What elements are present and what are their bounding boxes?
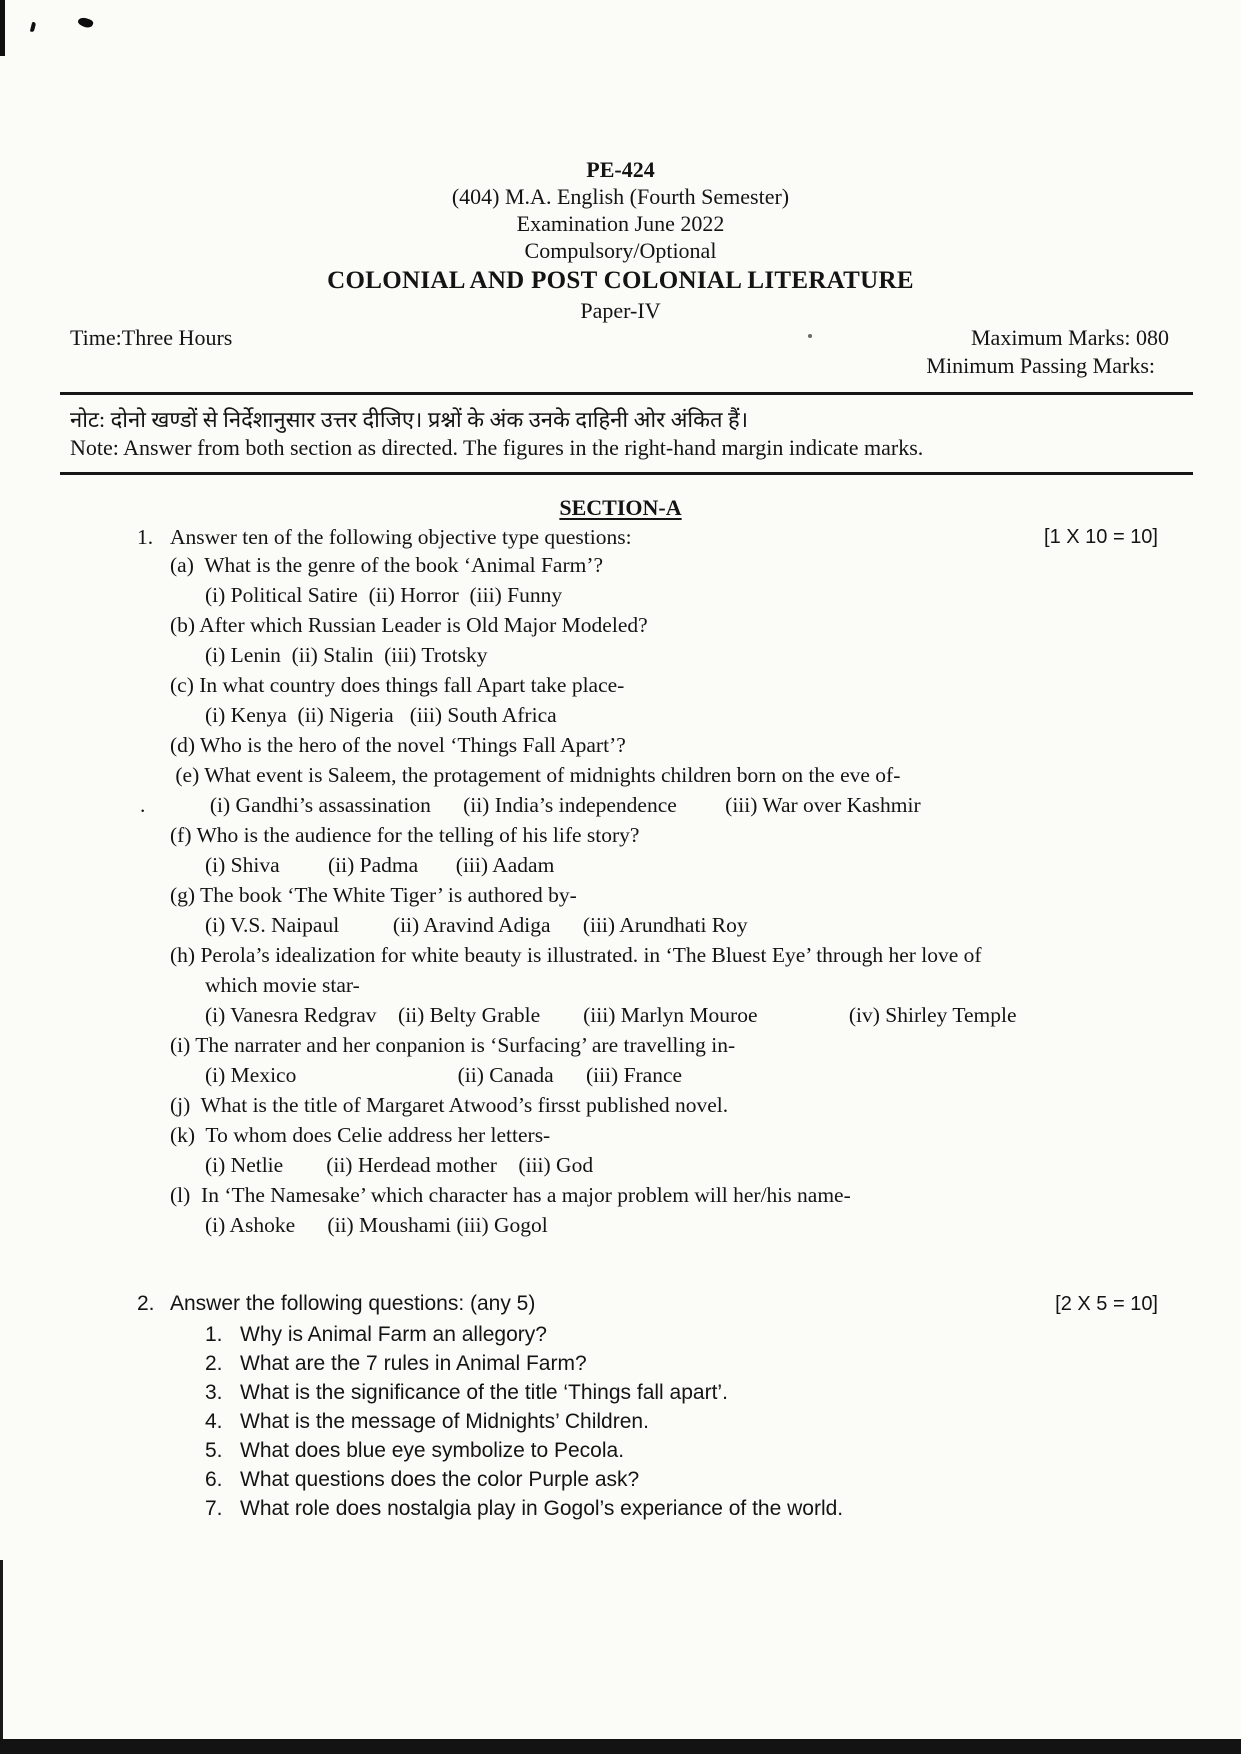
section-a-heading: SECTION-A [559,495,682,520]
ink-mark-comma [30,22,36,33]
time-allowed: Time:Three Hours [70,325,233,350]
question-2-items [137,1320,1158,1523]
q1-i-options: (i) Mexico (ii) Canada (iii) France [205,1063,683,1087]
horizontal-rule-top [60,392,1193,395]
course-line: (404) M.A. English (Fourth Semester) [451,184,790,209]
q1-b: (b) After which Russian Leader is Old Major Modeled? [170,613,648,637]
q2-item-7-text: What role does nostalgia play in Gogol’s experiance of the world. [240,1497,844,1520]
q2-item-1-text: Why is Animal Farm an allegory? [240,1323,547,1346]
question-1-subquestions [0,550,1201,1240]
exam-line: Examination June 2022 [516,211,725,236]
marks-column [926,324,1169,380]
q2-item-6-text: What questions does the color Purple ask? [240,1468,640,1491]
q2-item-2-number: 2. [205,1352,223,1375]
q2-item-5 [137,1436,1158,1465]
paper-header [0,156,1241,324]
scan-edge-top-left [0,0,5,56]
q2-item-1 [137,1320,1158,1349]
ink-mark-tick [77,15,94,29]
q1-l-options: (i) Ashoke (ii) Moushami (iii) Gogol [205,1213,548,1237]
q1-b-options: (i) Lenin (ii) Stalin (iii) Trotsky [205,643,488,667]
q1-l: (l) In ‘The Namesake’ which character has a major problem will her/his name- [170,1183,851,1207]
time-marks-row [70,324,1169,380]
q2-item-4-text: What is the message of Midnights’ Children. [240,1410,649,1433]
q2-item-7 [137,1494,1158,1523]
q2-item-7-number: 7. [205,1497,223,1520]
q1-i: (i) The narrater and her conpanion is ‘Surfacing’ are travelling in- [170,1033,736,1057]
q1-f-options: (i) Shiva (ii) Padma (iii) Aadam [205,853,555,877]
question-2-marks: [2 X 5 = 10] [1055,1293,1158,1315]
note-hindi: नोट: दोनो खण्डों से निर्देशानुसार उत्तर दीजिए। प्रश्नों के अंक उनके दाहिनी ओर अंकित हैं। [70,407,749,432]
q2-item-6-number: 6. [205,1468,223,1491]
question-2-text: Answer the following questions: (any 5) [170,1292,536,1315]
note-english: Note: Answer from both section as directed. The figures in the right-hand margin indicate marks. [70,435,924,460]
q1-c: (c) In what country does things fall Apart take place- [170,673,625,697]
q2-item-1-number: 1. [205,1323,223,1346]
question-1-text: Answer ten of the following objective type questions: [170,525,632,549]
horizontal-rule-bottom [60,472,1193,475]
scan-edge-bottom-left [0,1560,3,1754]
question-1-marks: [1 X 10 = 10] [1044,526,1158,548]
q1-k-options: (i) Netlie (ii) Herdead mother (iii) God [205,1153,594,1177]
q1-h-options: (i) Vanesra Redgrav (ii) Belty Grable (iii) Marlyn Mouroe (iv) Shirley Temple [205,1003,1017,1027]
q2-item-5-text: What does blue eye symbolize to Pecola. [240,1439,625,1462]
q1-e: (e) What event is Saleem, the protagement of midnights children born on the eve of- [170,763,901,787]
q2-item-6 [137,1465,1158,1494]
q1-j: (j) What is the title of Margaret Atwood’s firsst published novel. [170,1093,729,1117]
q1-a-options: (i) Political Satire (ii) Horror (iii) Funny [205,583,563,607]
q1-g-options: (i) V.S. Naipaul (ii) Aravind Adiga (iii) Arundhati Roy [205,913,748,937]
q1-f: (f) Who is the audience for the telling of his life story? [170,823,640,847]
q2-item-4-number: 4. [205,1410,223,1433]
q2-item-2-text: What are the 7 rules in Animal Farm? [240,1352,587,1375]
paper-title: COLONIAL AND POST COLONIAL LITERATURE [327,267,914,294]
minimum-passing-marks: Minimum Passing Marks: [926,353,1155,378]
q1-g: (g) The book ‘The White Tiger’ is authored by- [170,883,577,907]
q2-item-3 [137,1378,1158,1407]
scan-edge-bottom [0,1739,1241,1754]
q1-c-options: (i) Kenya (ii) Nigeria (iii) South Africa [205,703,557,727]
q2-item-2 [137,1349,1158,1378]
paper-code: PE-424 [586,157,655,182]
q1-d: (d) Who is the hero of the novel ‘Things Fall Apart’? [170,733,626,757]
q1-k: (k) To whom does Celie address her letters- [170,1123,551,1147]
question-1-header [137,523,1158,551]
q1-h-continued: which movie star- [205,973,360,997]
type-line: Compulsory/Optional [524,238,717,263]
q2-item-3-number: 3. [205,1381,223,1404]
q2-item-5-number: 5. [205,1439,223,1462]
q1-e-options: . (i) Gandhi’s assassination (ii) India’s independence (iii) War over Kashmir [140,793,921,817]
q2-item-4 [137,1407,1158,1436]
question-1-number: 1. [137,525,154,549]
question-2-header [137,1290,1158,1318]
question-2-number: 2. [137,1292,155,1315]
maximum-marks: Maximum Marks: 080 [971,325,1169,350]
q2-item-3-text: What is the significance of the title ‘Things fall apart’. [240,1381,728,1404]
q1-h: (h) Perola’s idealization for white beauty is illustrated. in ‘The Bluest Eye’ through her love of [170,943,982,967]
question-2 [137,1290,1158,1523]
paper-number: Paper-IV [580,298,661,323]
q1-a: (a) What is the genre of the book ‘Animal Farm’? [170,553,604,577]
